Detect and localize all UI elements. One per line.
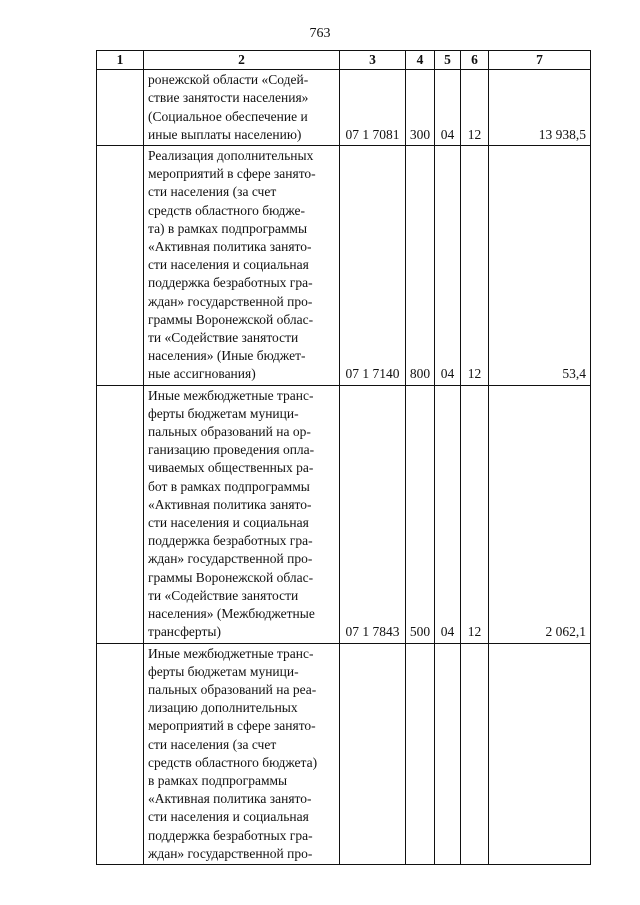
page-number: 763 [309,26,331,41]
header-col-1: 1 [97,51,144,70]
header-col-4: 4 [406,51,435,70]
expense-type-cell [406,643,435,864]
table-row [97,385,591,643]
target-code-cell [340,643,406,864]
section-cell: 04 [435,146,461,386]
table-row [97,146,591,386]
subsection-cell: 12 [461,70,489,146]
header-row [97,51,591,70]
section-cell: 04 [435,70,461,146]
description-cell: Иные межбюджетные транс- ферты бюджетам муници- пальных образований на реа- лизацию дополнительных мероприятий в сфере занято- сти населения (за счет средств областного бюджета) в рамках подпрограммы «Активная политика занято- сти населения и социальная поддержка безработных гра- ждан» государственной про- [144,643,340,864]
subsection-cell: 12 [461,146,489,386]
row-number-cell [97,643,144,864]
amount-cell: 13 938,5 [489,70,591,146]
description-cell: Иные межбюджетные транс- ферты бюджетам муници- пальных образований на ор- ганизацию проведения опла- чиваемых общественных ра- бот в рамках подпрограммы «Активная политика занято- сти населения и социальная поддержка безработных гра- ждан» государственной про- граммы Воронежской облас- ти «Содействие занятости населения» (Межбюджетные трансферты) [144,385,340,643]
table-row [97,70,591,146]
target-code-cell: 07 1 7081 [340,70,406,146]
row-number-cell [97,385,144,643]
header-col-5: 5 [435,51,461,70]
header-col-2: 2 [144,51,340,70]
target-code-cell: 07 1 7843 [340,385,406,643]
subsection-cell: 12 [461,385,489,643]
subsection-cell [461,643,489,864]
description-cell: Реализация дополнительных мероприятий в сфере занято- сти населения (за счет средств областного бюдже- та) в рамках подпрограммы «Активная политика занято- сти населения и социальная поддержка безработных гра- ждан» государственной про- граммы Воронежской облас- ти «Содействие занятости населения» (Иные бюджет- ные ассигнования) [144,146,340,386]
target-code-cell: 07 1 7140 [340,146,406,386]
row-number-cell [97,146,144,386]
budget-table [96,50,591,865]
expense-type-cell: 800 [406,146,435,386]
amount-cell: 2 062,1 [489,385,591,643]
expense-type-cell: 500 [406,385,435,643]
section-cell [435,643,461,864]
expense-type-cell: 300 [406,70,435,146]
table-row [97,643,591,864]
amount-cell: 53,4 [489,146,591,386]
description-cell: ронежской области «Содей- ствие занятости населения» (Социальное обеспечение и иные выплаты населению) [144,70,340,146]
amount-cell [489,643,591,864]
section-cell: 04 [435,385,461,643]
header-col-3: 3 [340,51,406,70]
row-number-cell [97,70,144,146]
header-col-7: 7 [489,51,591,70]
header-col-6: 6 [461,51,489,70]
